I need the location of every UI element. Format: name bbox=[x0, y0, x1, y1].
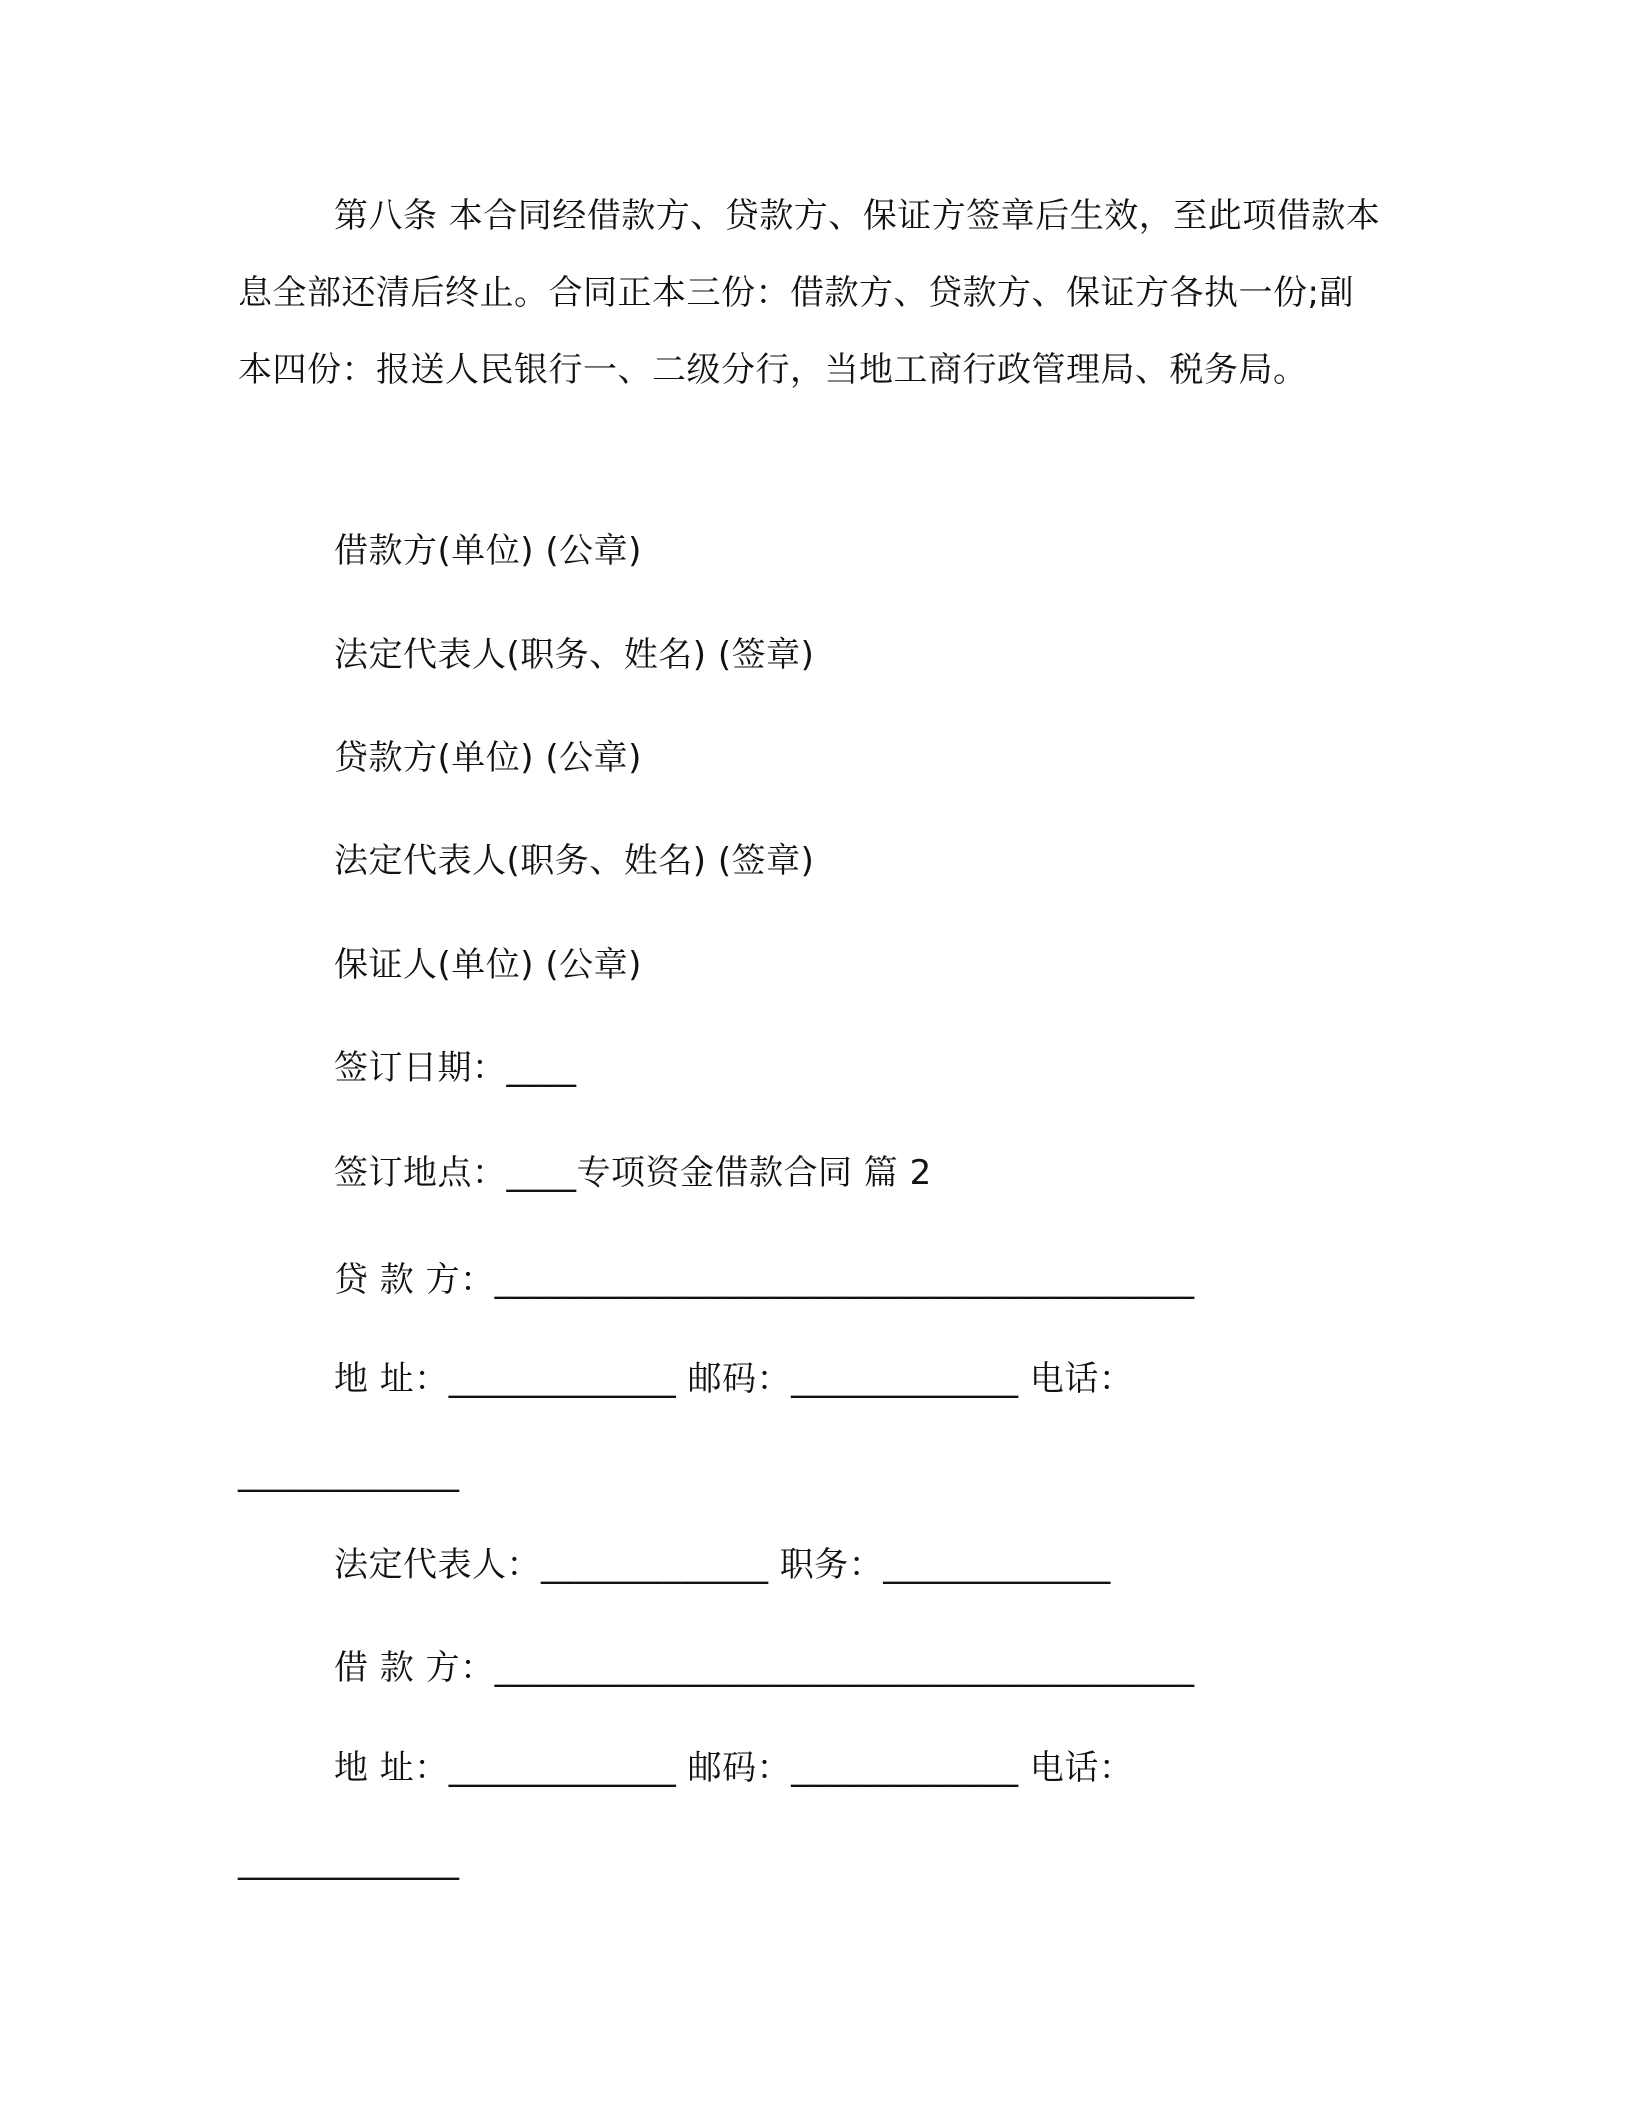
lender-representative-line: 法定代表人(职务、姓名) (签章) bbox=[334, 841, 815, 881]
sign-place-line: 签订地点：____专项资金借款合同 篇 2 bbox=[334, 1153, 932, 1193]
contract2-lender-address-line: 地 址：_____________ 邮码：_____________ 电话： bbox=[334, 1359, 1134, 1399]
contract2-borrower-address-line: 地 址：_____________ 邮码：_____________ 电话： bbox=[334, 1748, 1134, 1788]
sign-date-line: 签订日期：____ bbox=[334, 1048, 577, 1088]
contract2-lender-line: 贷 款 方：________________________________________ bbox=[334, 1260, 1195, 1300]
contract2-borrower-phone-blank: _____________ bbox=[238, 1841, 459, 1881]
guarantor-unit-line: 保证人(单位) (公章) bbox=[334, 945, 642, 985]
contract2-borrower-line: 借 款 方：________________________________________ bbox=[334, 1648, 1195, 1688]
contract2-lender-representative-line: 法定代表人：_____________ 职务：_____________ bbox=[334, 1545, 1111, 1585]
article-8-paragraph: 第八条 本合同经借款方、贷款方、保证方签章后生效，至此项借款本息全部还清后终止。合同正本三份：借款方、贷款方、保证方各执一份;副本四份：报送人民银行一、二级分行，当地工商行政管理局、税务局。 bbox=[238, 196, 1381, 390]
lender-unit-line: 贷款方(单位) (公章) bbox=[334, 738, 642, 778]
contract2-lender-phone-blank: _____________ bbox=[238, 1453, 459, 1493]
borrower-representative-line: 法定代表人(职务、姓名) (签章) bbox=[334, 635, 815, 675]
borrower-unit-line: 借款方(单位) (公章) bbox=[334, 531, 642, 571]
